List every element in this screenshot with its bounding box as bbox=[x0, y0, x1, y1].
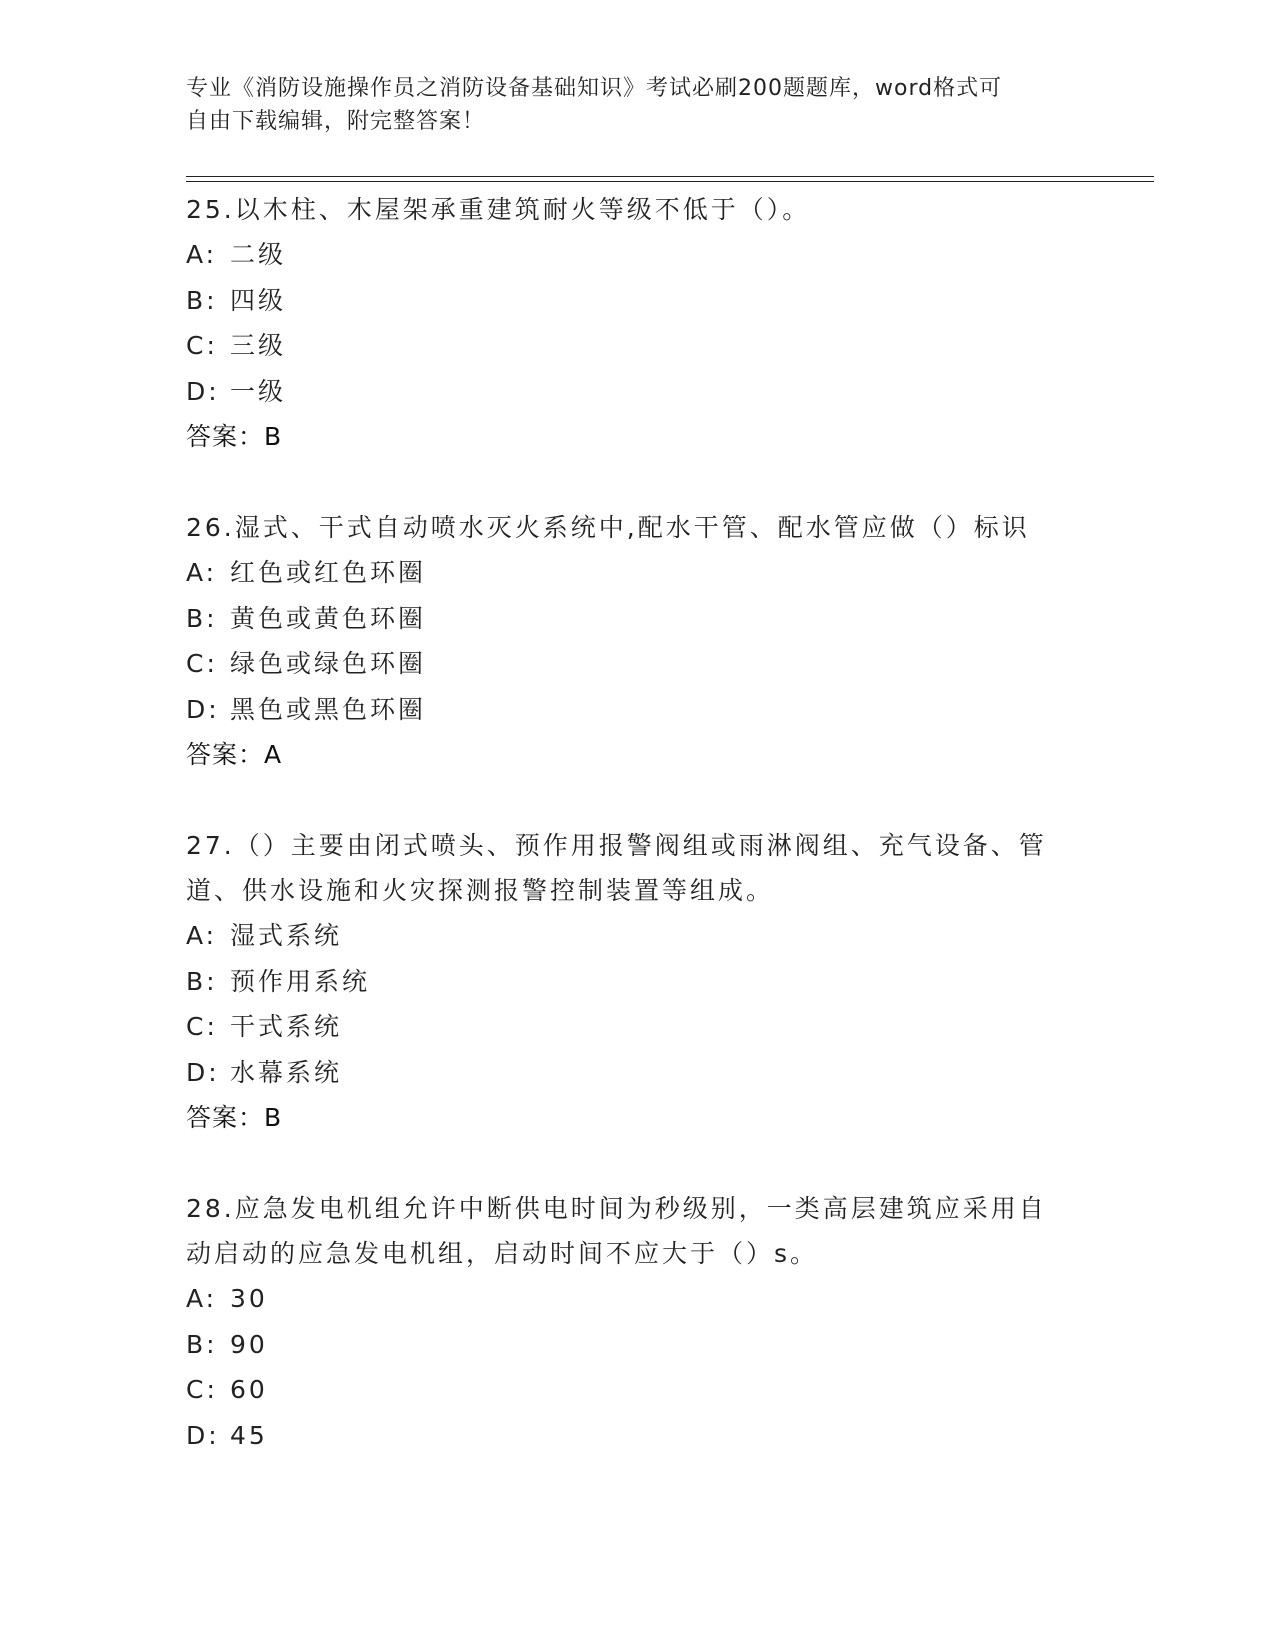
answer-line: 答案：B bbox=[186, 1103, 283, 1132]
option-letter: B: bbox=[186, 285, 218, 315]
option-text: 黄色或黄色环圈 bbox=[230, 603, 427, 633]
option-letter: A: bbox=[186, 921, 218, 950]
option-a bbox=[186, 913, 1066, 959]
option-d bbox=[186, 687, 1066, 733]
option-a bbox=[186, 550, 1066, 596]
option-text: 30 bbox=[230, 1284, 268, 1313]
option-letter: C: bbox=[186, 331, 218, 360]
header-divider-top bbox=[186, 176, 1154, 177]
option-text: 黑色或黑色环圈 bbox=[230, 694, 427, 724]
option-b bbox=[186, 959, 1066, 1005]
option-c bbox=[186, 1367, 1066, 1413]
option-a bbox=[186, 232, 1066, 278]
option-letter: C: bbox=[186, 1012, 218, 1041]
option-text: 60 bbox=[230, 1375, 268, 1404]
option-text: 三级 bbox=[230, 331, 287, 360]
option-letter: A: bbox=[186, 1284, 218, 1313]
option-text: 预作用系统 bbox=[230, 966, 371, 996]
option-text: 绿色或绿色环圈 bbox=[230, 649, 427, 678]
option-text: 二级 bbox=[230, 240, 287, 269]
option-text: 四级 bbox=[230, 285, 287, 315]
question-28 bbox=[186, 1186, 1066, 1458]
question-stem-continued: 道、供水设施和火灾探测报警控制装置等组成。 bbox=[186, 876, 775, 905]
question-stem: 25.以木柱、木屋架承重建筑耐火等级不低于（）。 bbox=[186, 195, 811, 224]
option-letter: A: bbox=[186, 558, 218, 587]
question-stem: 28.应急发电机组允许中断供电时间为秒级别，一类高层建筑应采用自 bbox=[186, 1194, 1047, 1223]
option-b bbox=[186, 1322, 1066, 1368]
option-letter: A: bbox=[186, 240, 218, 269]
option-d bbox=[186, 369, 1066, 415]
option-d bbox=[186, 1050, 1066, 1096]
option-d bbox=[186, 1413, 1066, 1459]
question-stem-continued: 动启动的应急发电机组，启动时间不应大于（）s。 bbox=[186, 1239, 819, 1268]
option-letter: B: bbox=[186, 603, 218, 633]
option-letter: D: bbox=[186, 1057, 220, 1087]
option-text: 一级 bbox=[230, 376, 287, 406]
question-stem: 27.（）主要由闭式喷头、预作用报警阀组或雨淋阀组、充气设备、管 bbox=[186, 831, 1047, 860]
option-b bbox=[186, 596, 1066, 642]
option-letter: D: bbox=[186, 694, 220, 724]
option-text: 水幕系统 bbox=[230, 1057, 343, 1087]
header-line-1: 专业《消防设施操作员之消防设备基础知识》考试必刷200题题库，word格式可 bbox=[186, 76, 1003, 101]
option-letter: C: bbox=[186, 649, 218, 678]
option-letter: D: bbox=[186, 376, 220, 406]
option-b bbox=[186, 278, 1066, 324]
question-27 bbox=[186, 823, 1066, 1141]
option-text: 90 bbox=[230, 1329, 268, 1359]
document-header bbox=[186, 72, 1066, 138]
option-letter: C: bbox=[186, 1375, 218, 1404]
answer-line: 答案：A bbox=[186, 740, 283, 769]
option-letter: B: bbox=[186, 966, 218, 996]
question-stem: 26.湿式、干式自动喷水灭火系统中,配水干管、配水管应做（）标识 bbox=[186, 513, 1030, 542]
answer-line: 答案：B bbox=[186, 422, 283, 451]
option-c bbox=[186, 1004, 1066, 1050]
option-c bbox=[186, 641, 1066, 687]
question-26 bbox=[186, 505, 1066, 778]
question-25 bbox=[186, 187, 1066, 460]
option-text: 45 bbox=[230, 1420, 268, 1450]
option-text: 红色或红色环圈 bbox=[230, 558, 427, 587]
option-letter: D: bbox=[186, 1420, 220, 1450]
option-letter: B: bbox=[186, 1329, 218, 1359]
option-text: 湿式系统 bbox=[230, 921, 343, 950]
header-line-2: 自由下载编辑，附完整答案！ bbox=[186, 109, 486, 134]
option-text: 干式系统 bbox=[230, 1012, 343, 1041]
header-divider-bottom bbox=[186, 181, 1154, 182]
option-a bbox=[186, 1276, 1066, 1322]
option-c bbox=[186, 323, 1066, 369]
